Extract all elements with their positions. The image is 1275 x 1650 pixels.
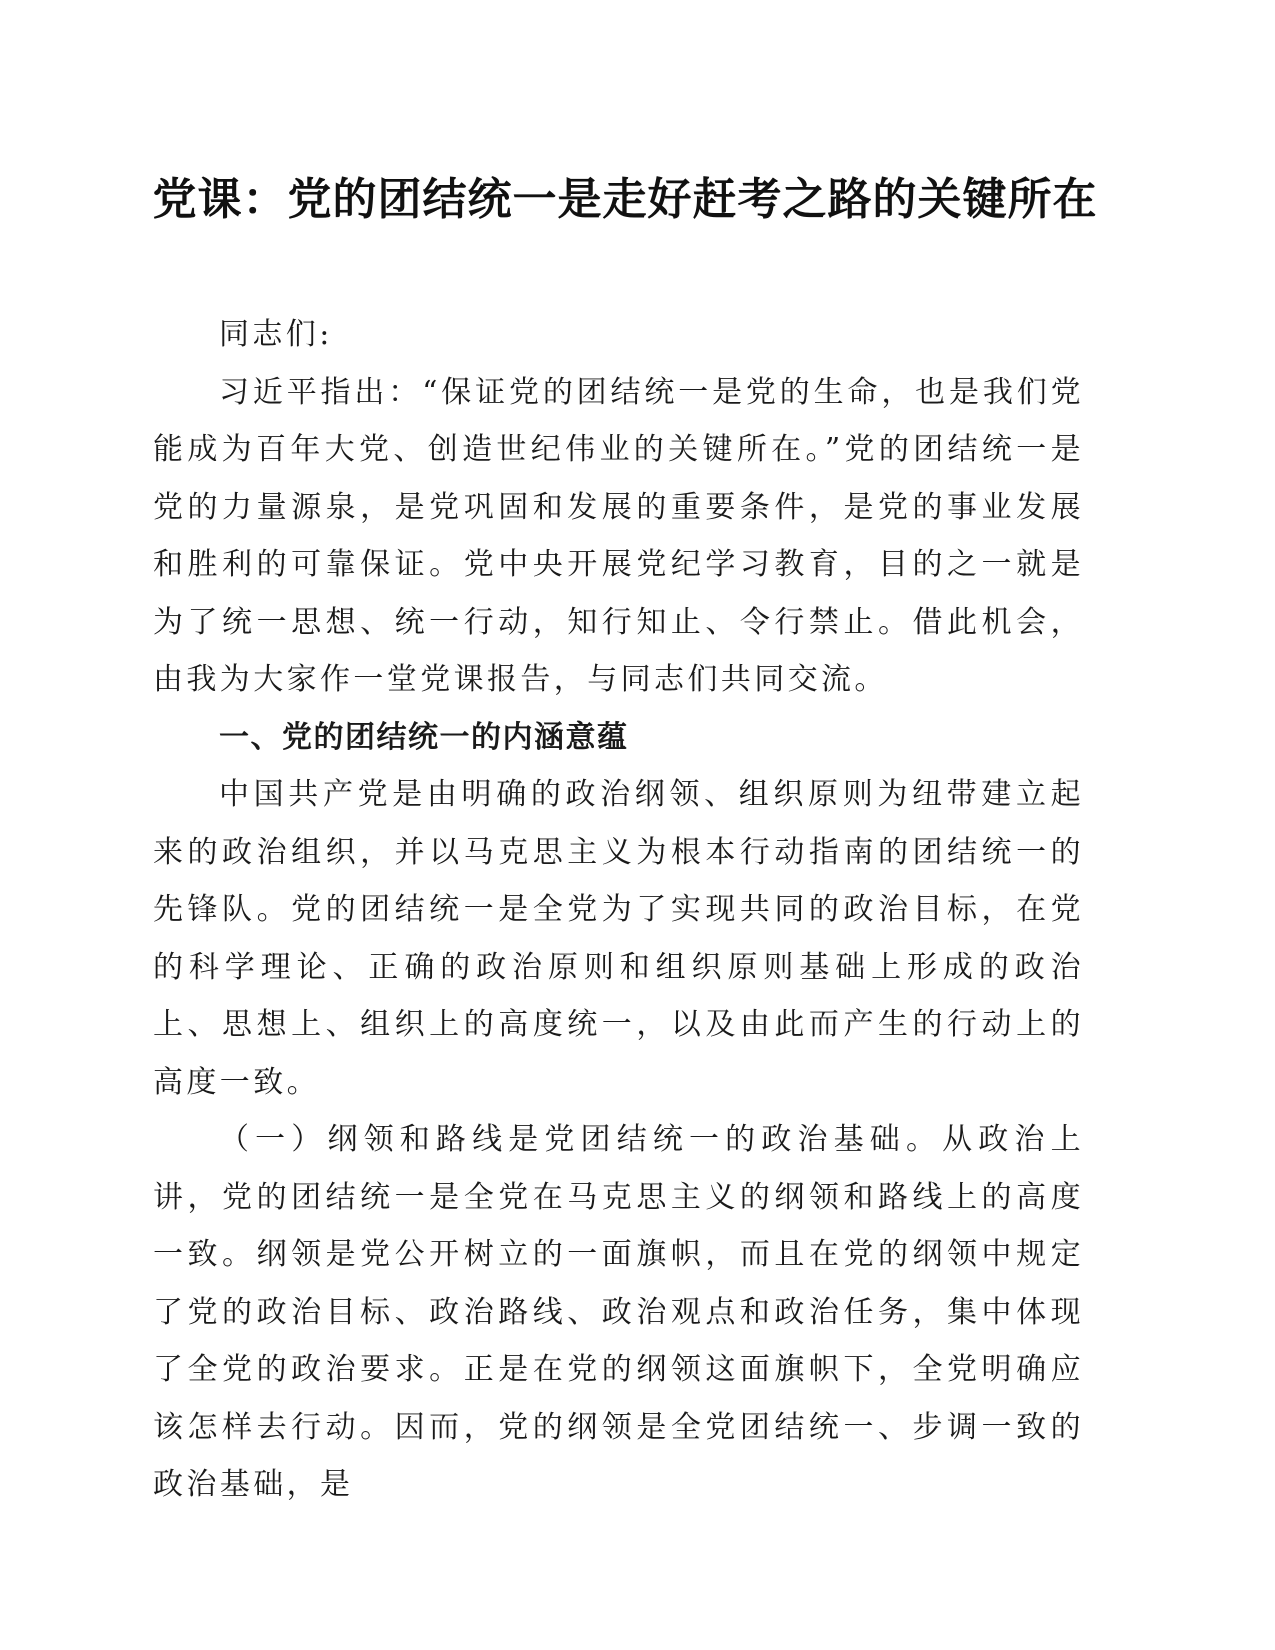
intro-paragraph: 习近平指出：“保证党的团结统一是党的生命，也是我们党能成为百年大党、创造世纪伟业的关键所在。”党的团结统一是党的力量源泉，是党巩固和发展的重要条件，是党的事业发展和胜利的可靠保证。党中央开展党纪学习教育，目的之一就是为了统一思想、统一行动，知行知止、令行禁止。借此机会，由我为大家作一堂党课报告，与同志们共同交流。 bbox=[153, 374, 1084, 697]
salutation: 同志们: bbox=[219, 317, 333, 352]
section-heading-1: 一、党的团结统一的内涵意蕴 bbox=[219, 719, 629, 755]
document-body bbox=[153, 306, 1084, 1514]
subsection-1-paragraph: （一）纲领和路线是党团结统一的政治基础。从政治上讲，党的团结统一是全党在马克思主义的纲领和路线上的高度一致。纲领是党公开树立的一面旗帜，而且在党的纲领中规定了党的政治目标、政治路线、政治观点和政治任务，集中体现了全党的政治要求。正是在党的纲领这面旗帜下，全党明确应该怎样去行动。因而，党的纲领是全党团结统一、步调一致的政治基础，是 bbox=[153, 1122, 1084, 1502]
section-1-paragraph: 中国共产党是由明确的政治纲领、组织原则为纽带建立起来的政治组织，并以马克思主义为根本行动指南的团结统一的先锋队。党的团结统一是全党为了实现共同的政治目标，在党的科学理论、正确的政治原则和组织原则基础上形成的政治上、思想上、组织上的高度统一，以及由此而产生的行动上的高度一致。 bbox=[153, 777, 1084, 1100]
document-title: 党课：党的团结统一是走好赶考之路的关键所在 bbox=[152, 174, 1098, 225]
